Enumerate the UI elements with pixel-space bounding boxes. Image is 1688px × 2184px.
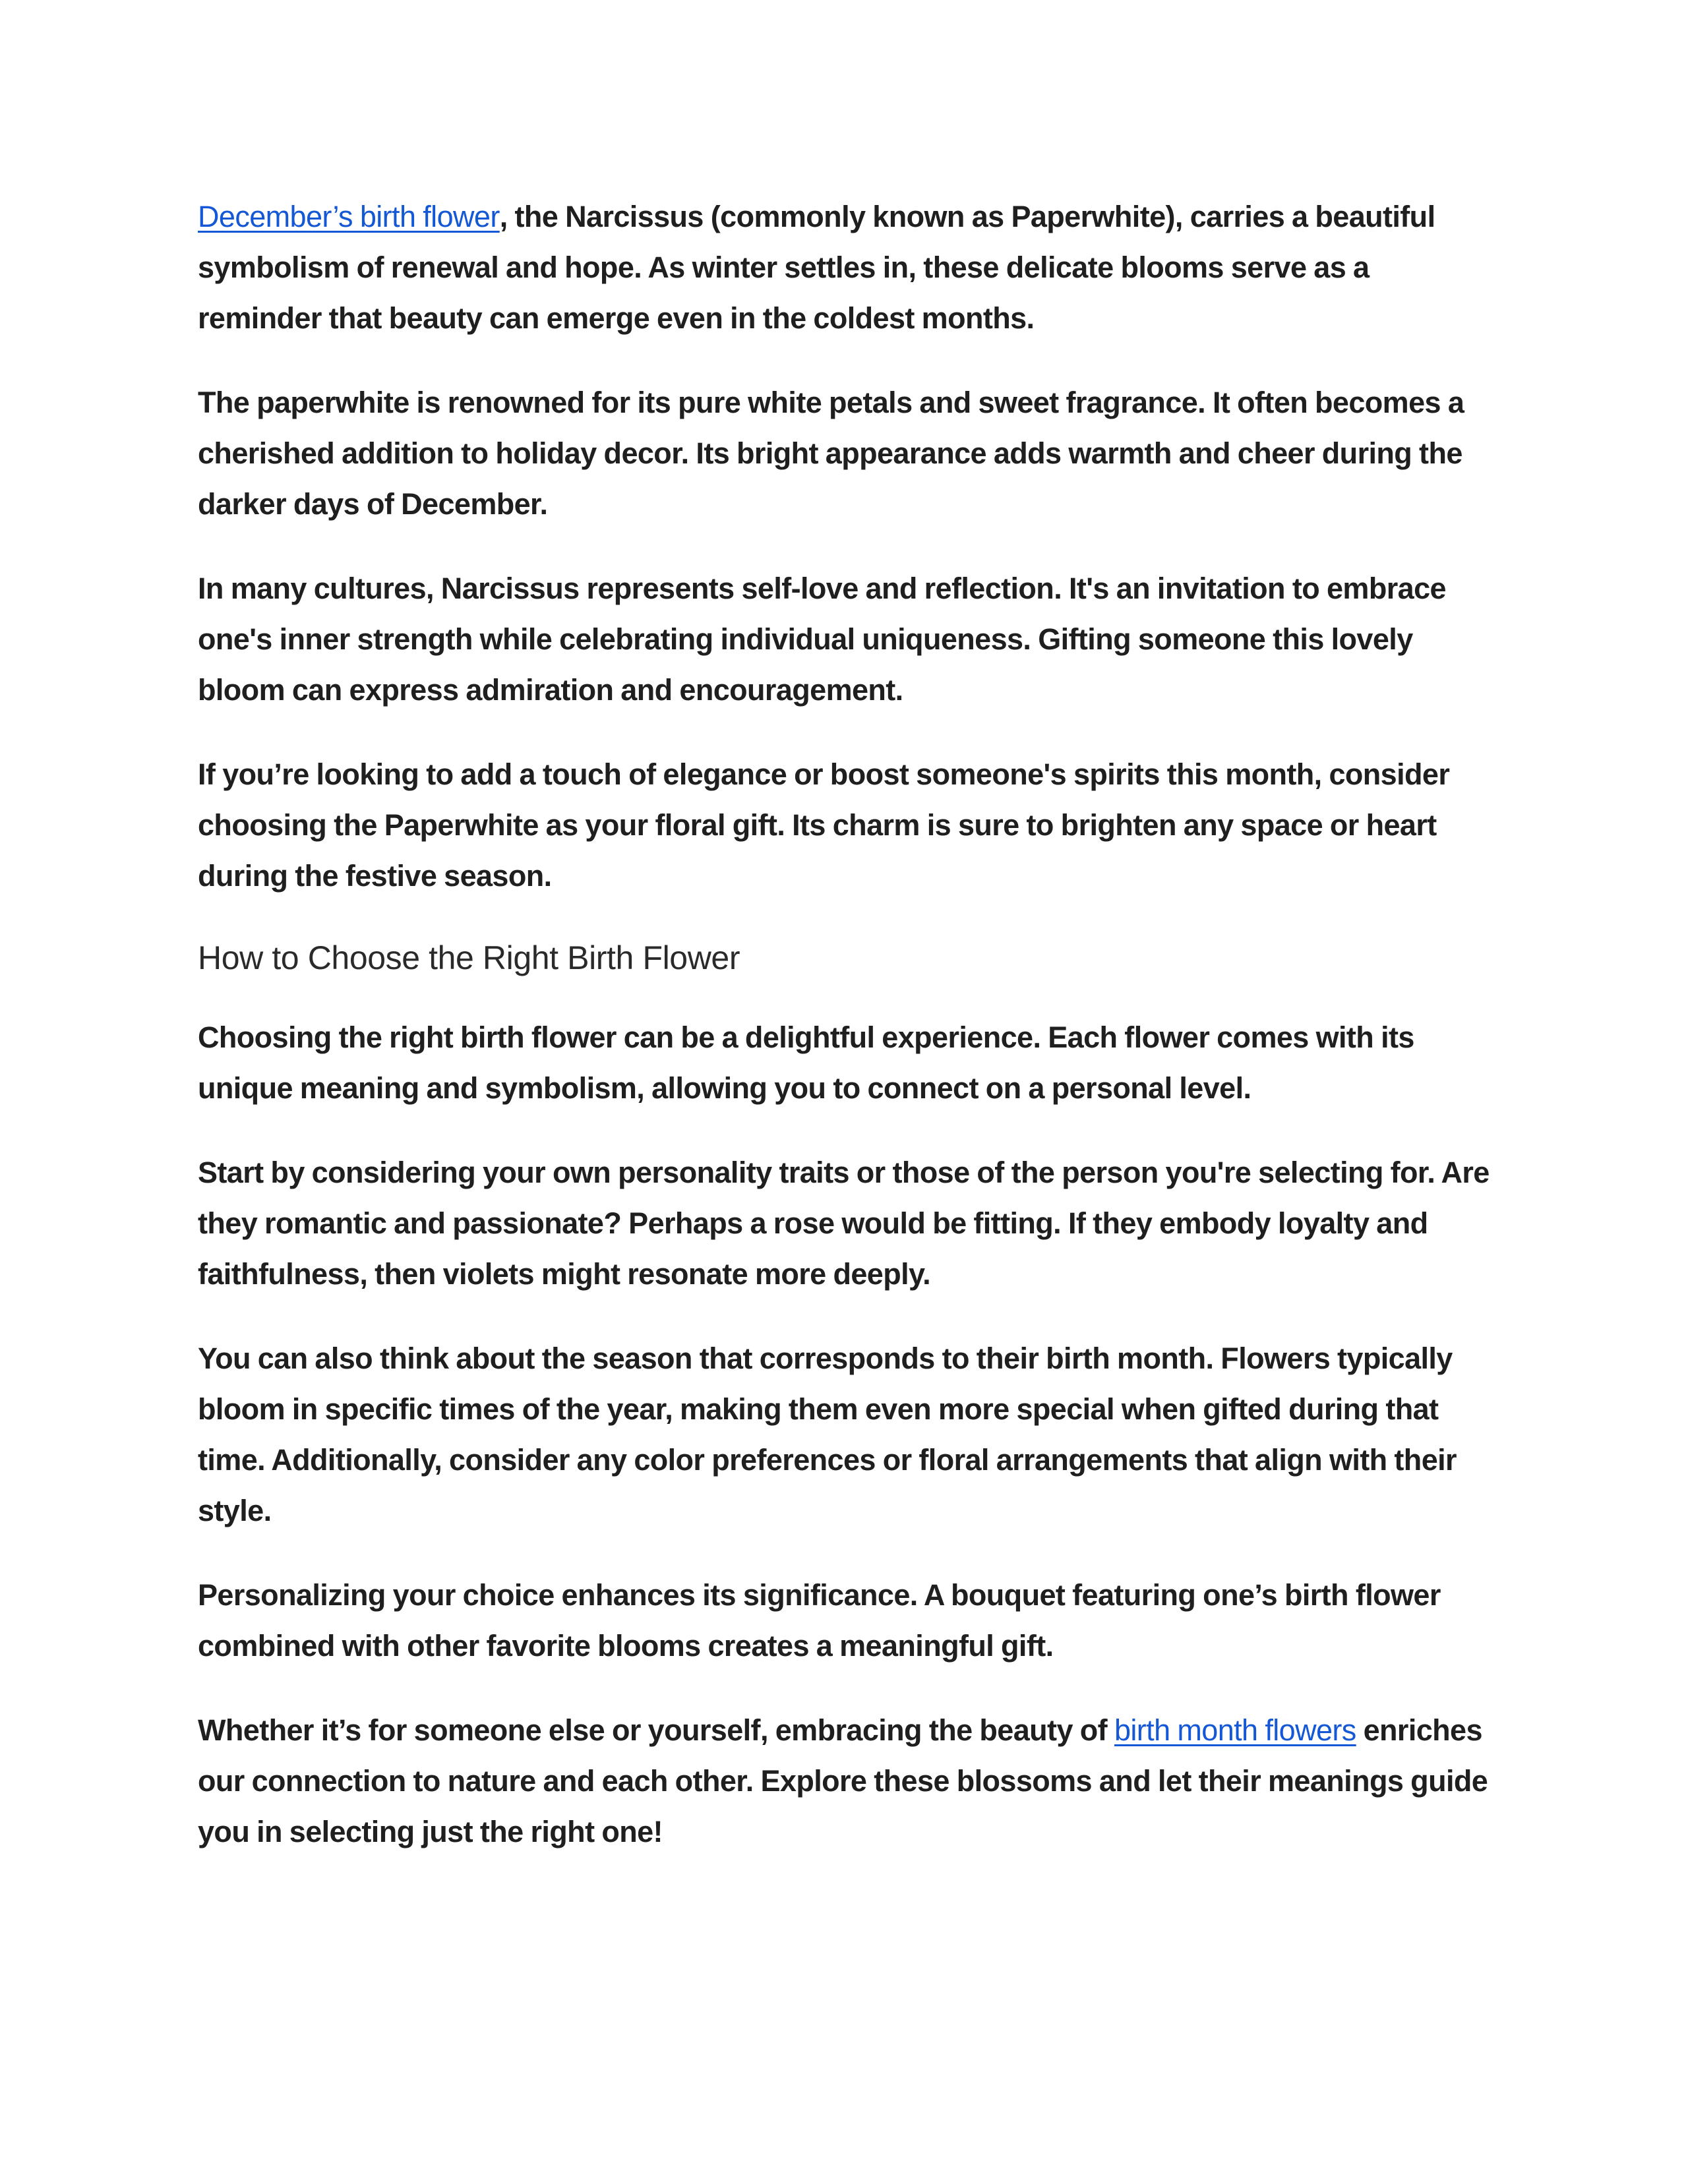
article-body — [198, 191, 1490, 1891]
paragraph-text-before: Whether it’s for someone else or yourself, embracing the beauty of — [198, 1713, 1114, 1747]
paragraph-narcissus-cultures: In many cultures, Narcissus represents self-love and reflection. It's an invitation to embrace one's inner strength while celebrating individual uniqueness. Gifting someone this lovely bloom can express admiration and encouragement. — [198, 572, 1446, 707]
december-birth-flower-link[interactable]: December’s birth flower — [198, 200, 500, 233]
paragraph-personality: Start by considering your own personality traits or those of the person you're selecting for. Are they romantic and passionate? Perhaps a rose would be fitting. If they embody loyalty and faithfulness, then violets might resonate more deeply. — [198, 1156, 1490, 1291]
paragraph-paperwhite: The paperwhite is renowned for its pure white petals and sweet fragrance. It often becomes a cherished addition to holiday decor. Its bright appearance adds warmth and cheer during the darker days of December. — [198, 386, 1464, 521]
paragraph-floral-gift: If you’re looking to add a touch of elegance or boost someone's spirits this month, consider choosing the Paperwhite as your floral gift. Its charm is sure to brighten any space or heart during the festive season. — [198, 757, 1450, 893]
paragraph-december-flower — [198, 191, 1490, 343]
paragraph-season: You can also think about the season that corresponds to their birth month. Flowers typically bloom in specific times of the year, making them even more special when gifted during that time. Additionally, consider any color preferences or floral arrangements that align with their style. — [198, 1342, 1457, 1527]
paragraph-choosing: Choosing the right birth flower can be a delightful experience. Each flower comes with its unique meaning and symbolism, allowing you to connect on a personal level. — [198, 1020, 1414, 1105]
birth-month-flowers-link[interactable]: birth month flowers — [1114, 1713, 1356, 1747]
paragraph-text: , the Narcissus (commonly known as Paperwhite), carries a beautiful symbolism of renewal and hope. As winter settles in, these delicate blooms serve as a reminder that beauty can emerge even in the coldest months. — [198, 200, 1435, 335]
section-heading: How to Choose the Right Birth Flower — [198, 939, 740, 976]
paragraph-text-after: enriches our connection to nature and each other. Explore these blossoms and let their meanings guide you in selecting just the right one! — [198, 1713, 1488, 1848]
paragraph-personalizing: Personalizing your choice enhances its significance. A bouquet featuring one’s birth flower combined with other favorite blooms creates a meaningful gift. — [198, 1578, 1441, 1663]
paragraph-closing — [198, 1705, 1490, 1857]
